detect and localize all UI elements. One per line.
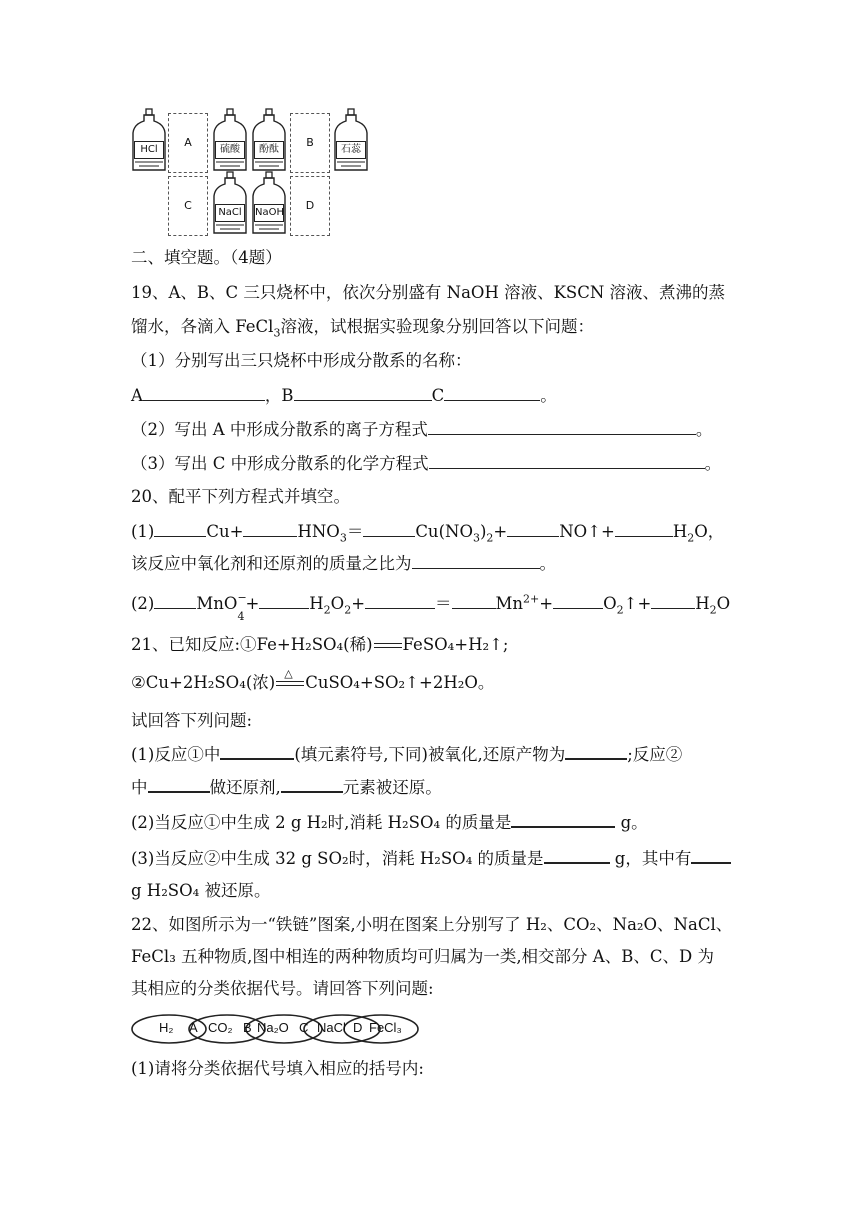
text: 做还原剂,	[209, 778, 281, 797]
text: （3）写出 C 中形成分散系的化学方程式	[131, 454, 429, 473]
chain-item: CO₂	[208, 1020, 233, 1035]
text: ②Cu+2H₂SO₄(浓)	[131, 673, 276, 692]
answer-blank[interactable]	[154, 592, 196, 609]
q20-eq1: (1) $Cu+ HNO_3= Cu(NO_3)_2+$ NO↑+ $H_2O$，	[131, 522, 725, 545]
text: O，	[694, 522, 725, 541]
answer-blank[interactable]	[148, 775, 210, 793]
text: ;反应②	[627, 745, 683, 764]
q21-p3-line2: g H₂SO₄ 被还原。	[131, 881, 271, 900]
text: (填元素符号,下同)被氧化,还原产物为	[294, 745, 566, 764]
text: 。	[539, 554, 556, 573]
answer-blank[interactable]	[429, 452, 705, 469]
q21-line2	[131, 667, 495, 694]
text: 。	[704, 454, 722, 473]
text: （2）写出 A 中形成分散系的离子方程式	[131, 420, 428, 439]
text: 溶液，试根据实验现象分别回答以下问题：	[280, 317, 594, 336]
bottle-nacl	[212, 171, 248, 235]
text: g。	[615, 813, 648, 832]
text: O	[603, 594, 617, 613]
bottle-label: 硫酸	[215, 141, 245, 159]
answer-blank[interactable]	[452, 592, 496, 609]
answer-blank[interactable]	[553, 592, 603, 609]
text: Cu(NO	[415, 522, 473, 541]
q21-p1-line1	[131, 742, 682, 766]
bottle-label: NaCl	[215, 204, 245, 222]
answer-blank[interactable]	[615, 520, 673, 537]
answer-blank[interactable]	[511, 810, 615, 828]
answer-blank[interactable]	[691, 846, 731, 864]
text: A	[131, 386, 143, 405]
text: (2)	[131, 594, 155, 613]
q19-sub3	[131, 452, 721, 475]
text: 。	[540, 386, 557, 405]
q22-line1: 22、如图所示为一“铁链”图案,小明在图案上分别写了 H₂、CO₂、Na₂O、NaCl、	[131, 915, 733, 934]
answer-blank[interactable]	[294, 384, 432, 401]
answer-blank[interactable]	[444, 384, 540, 401]
text: g，其中有	[609, 849, 692, 868]
text: 21、已知反应:①Fe+H₂SO₄(稀)	[131, 635, 373, 654]
bottle-label: 石蕊	[336, 141, 366, 159]
text: ，B	[264, 386, 294, 405]
chain-item: NaCl	[317, 1020, 346, 1035]
text: 馏水，各滴入 FeCl	[131, 317, 274, 336]
bottle-hcl	[131, 108, 167, 172]
text: (1)	[131, 522, 155, 541]
q22-sub1: (1)请将分类依据代号填入相应的括号内:	[131, 1059, 424, 1078]
q20-ratio	[131, 552, 556, 575]
text: 元素被还原。	[342, 778, 442, 797]
bottle-label: 酚酞	[254, 141, 284, 159]
bottle-naoh	[251, 171, 287, 235]
answer-blank[interactable]	[565, 742, 627, 760]
answer-blank[interactable]	[220, 742, 294, 760]
answer-blank[interactable]	[259, 592, 309, 609]
chain-item: H₂	[159, 1020, 174, 1035]
bottle-phenolphthalein	[251, 108, 287, 172]
q22-line3: 其相应的分类依据代号。请回答下列问题:	[131, 979, 434, 998]
heat-equals-sign	[276, 667, 304, 686]
q20-title: 20、配平下列方程式并填空。	[131, 487, 350, 506]
q21-p3-line1	[131, 846, 731, 870]
answer-blank[interactable]	[428, 418, 696, 435]
text: Mn	[495, 594, 524, 613]
q19-line2: 馏水，各滴入 FeCl$_3$溶液，试根据实验现象分别回答以下问题：	[131, 317, 594, 340]
text: FeSO₄+H₂↑;	[402, 635, 509, 654]
text: (1)反应①中	[131, 745, 221, 764]
text: ＝	[346, 522, 364, 541]
text: H	[309, 594, 324, 613]
text: (2)当反应①中生成 2 g H₂时,消耗 H₂SO₄ 的质量是	[131, 813, 512, 832]
q22-line2: FeCl₃ 五种物质,图中相连的两种物质均可归属为一类,相交部分 A、B、C、D 为	[131, 947, 714, 966]
q21-p2	[131, 810, 648, 834]
answer-blank[interactable]	[143, 384, 265, 401]
section-title: 二、填空题。（4题）	[131, 248, 282, 267]
q21-ask: 试回答下列问题:	[131, 711, 253, 730]
answer-blank[interactable]	[365, 592, 435, 609]
q19-line1: 19、A、B、C 三只烧杯中，依次分别盛有 NaOH 溶液、KSCN 溶液、煮沸的蒸	[131, 283, 726, 302]
bottle-litmus	[333, 108, 369, 172]
bottle-label: HCl	[134, 141, 164, 159]
answer-blank[interactable]	[281, 775, 343, 793]
text: HNO	[297, 522, 340, 541]
text: 中	[131, 778, 148, 797]
q20-eq2: (2) MnO − 4 + $H_2O_2+ = Mn^{2+}+$ $O_2↑+ H_2O$	[131, 591, 731, 623]
chain-item: FeCl₃	[369, 1020, 402, 1035]
text: NO↑+	[559, 522, 615, 541]
chain-intersection: C	[299, 1020, 309, 1035]
chain-intersection: B	[243, 1020, 252, 1035]
text: 。	[695, 420, 713, 439]
text: ＝	[435, 594, 452, 613]
box-a: A	[168, 113, 208, 173]
q21-line1	[131, 634, 509, 656]
box-b: B	[290, 113, 330, 173]
text: H	[695, 594, 710, 613]
text: Cu+	[206, 522, 244, 541]
answer-blank[interactable]	[507, 520, 559, 537]
heat-symbol: △	[284, 667, 293, 680]
text: MnO	[196, 594, 238, 613]
chain-intersection: D	[353, 1020, 363, 1035]
bottle-label: NaOH	[254, 204, 284, 222]
equals-sign	[374, 643, 402, 648]
box-c: C	[168, 176, 208, 236]
text: C	[431, 386, 445, 405]
q19-sub2	[131, 418, 712, 441]
text: CuSO₄+SO₂↑+2H₂O。	[305, 673, 495, 692]
chain-item: Na₂O	[257, 1020, 289, 1035]
answer-blank[interactable]	[243, 520, 297, 537]
q21-p1-line2	[131, 775, 442, 799]
q19-blanks	[131, 384, 557, 407]
box-d: D	[290, 176, 330, 236]
bottle-sulfuric-acid	[212, 108, 248, 172]
answer-blank[interactable]	[154, 520, 206, 537]
text: 该反应中氧化剂和还原剂的质量之比为	[131, 554, 412, 573]
answer-blank[interactable]	[412, 552, 540, 569]
q19-sub1: （1）分别写出三只烧杯中形成分散系的名称：	[131, 351, 472, 370]
answer-blank[interactable]	[651, 592, 695, 609]
answer-blank[interactable]	[544, 846, 610, 864]
chain-intersection: A	[189, 1020, 198, 1035]
text: H	[672, 522, 688, 541]
answer-blank[interactable]	[363, 520, 415, 537]
text: (3)当反应②中生成 32 g SO₂时，消耗 H₂SO₄ 的质量是	[131, 849, 544, 868]
